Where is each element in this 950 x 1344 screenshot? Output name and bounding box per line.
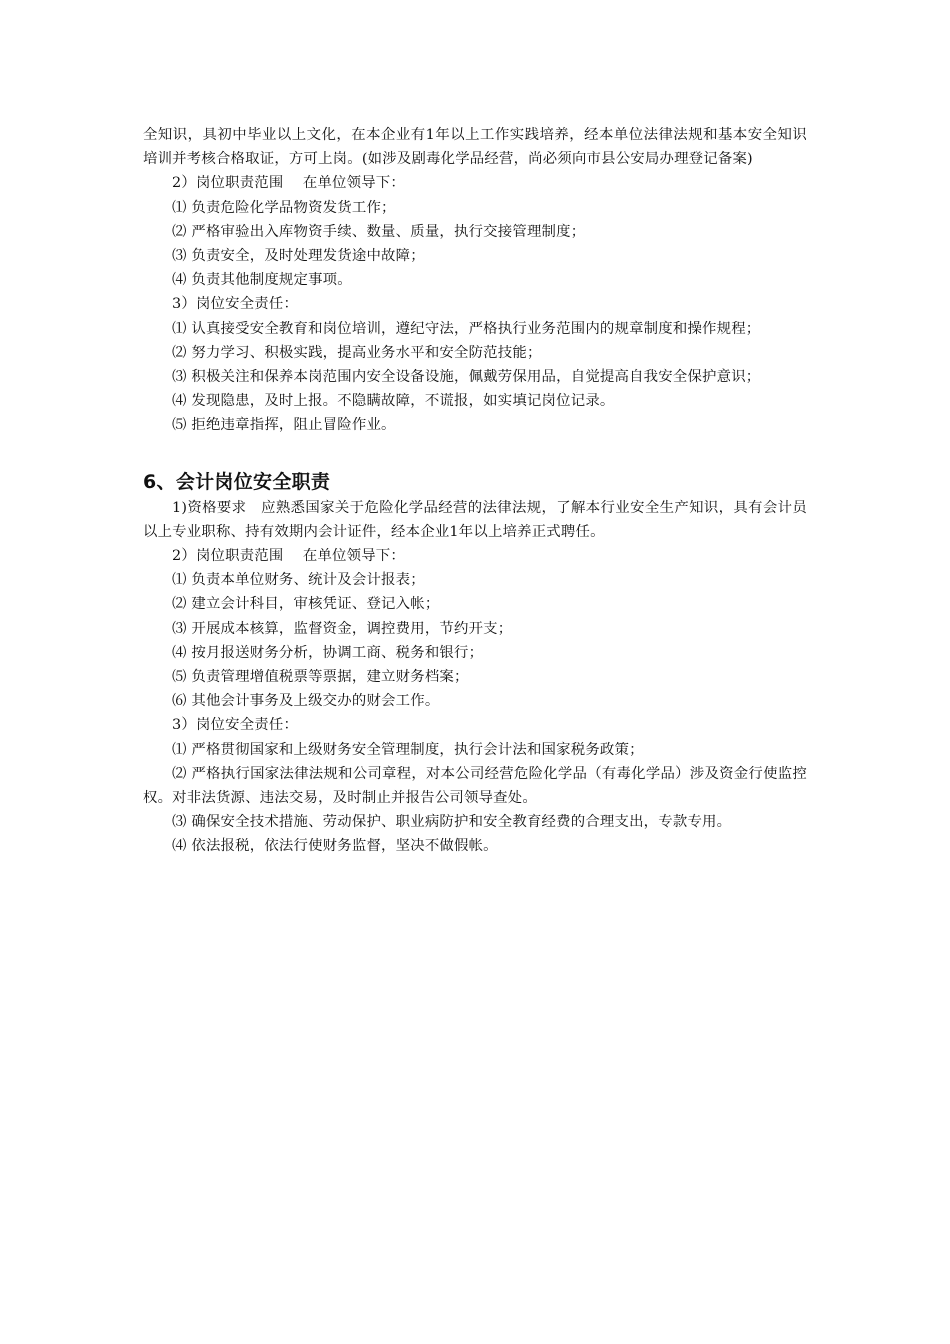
list-item: ⑶ 负责安全，及时处理发货途中故障；: [172, 248, 425, 265]
list-item: ⑷ 依法报税，依法行使财务监督，坚决不做假帐。: [172, 838, 498, 855]
list-item: ⑹ 其他会计事务及上级交办的财会工作。: [172, 693, 440, 710]
paragraph: 全知识，具初中毕业以上文化，在本企业有1年以上工作实践培养，经本单位法律法规和基本安全知识培训并考核合格取证，方可上岗。(如涉及剧毒化学品经营，尚必须向市县公安局办理登记备案): [143, 127, 807, 168]
list-item: ⑸ 负责管理增值税票等票据，建立财务档案；: [172, 669, 469, 686]
list-item: ⑴ 负责本单位财务、统计及会计报表；: [172, 572, 425, 589]
section-previous-continued: [143, 123, 807, 438]
list-item: ⑵ 努力学习、积极实践，提高业务水平和安全防范技能；: [172, 344, 542, 361]
document-page: [143, 123, 807, 859]
paragraph: 3）岗位安全责任：: [172, 296, 299, 313]
list-item: ⑵ 严格审验出入库物资手续、数量、质量，执行交接管理制度；: [172, 223, 586, 240]
list-item: ⑶ 确保安全技术措施、劳动保护、职业病防护和安全教育经费的合理支出，专款专用。: [172, 814, 732, 831]
paragraph: 2）岗位职责范围 在单位领导下：: [172, 175, 405, 192]
list-item: ⑸ 拒绝违章指挥，阻止冒险作业。: [172, 417, 396, 434]
paragraph: 3）岗位安全责任：: [172, 717, 299, 734]
list-item: ⑷ 按月报送财务分析，协调工商、税务和银行；: [172, 644, 484, 661]
list-item: ⑷ 发现隐患，及时上报。不隐瞒故障，不谎报，如实填记岗位记录。: [172, 393, 615, 410]
list-item: ⑶ 积极关注和保养本岗范围内安全设备设施，佩戴劳保用品，自觉提高自我安全保护意识；: [172, 369, 761, 386]
list-item: ⑵ 严格执行国家法律法规和公司章程，对本公司经营危险化学品（有毒化学品）涉及资金行使监控权。对非法货源、违法交易，及时制止并报告公司领导查处。: [143, 765, 807, 807]
list-item: ⑷ 负责其他制度规定事项。: [172, 272, 352, 289]
list-item: ⑶ 开展成本核算，监督资金，调控费用，节约开支；: [172, 620, 513, 637]
list-item: ⑴ 负责危险化学品物资发货工作；: [172, 199, 396, 216]
section-heading: 6、会计岗位安全职责: [143, 470, 331, 493]
section-accounting: [143, 468, 807, 859]
paragraph: 1)资格要求 应熟悉国家关于危险化学品经营的法律法规，了解本行业安全生产知识，具有会计员以上专业职称、持有效期内会计证件，经本企业1年以上培养正式聘任。: [143, 499, 807, 540]
list-item: ⑴ 认真接受安全教育和岗位培训，遵纪守法，严格执行业务范围内的规章制度和操作规程；: [172, 320, 761, 337]
list-item: ⑵ 建立会计科目，审核凭证、登记入帐；: [172, 596, 440, 613]
list-item: ⑴ 严格贯彻国家和上级财务安全管理制度，执行会计法和国家税务政策；: [172, 741, 644, 758]
paragraph: 2）岗位职责范围 在单位领导下：: [172, 548, 405, 565]
